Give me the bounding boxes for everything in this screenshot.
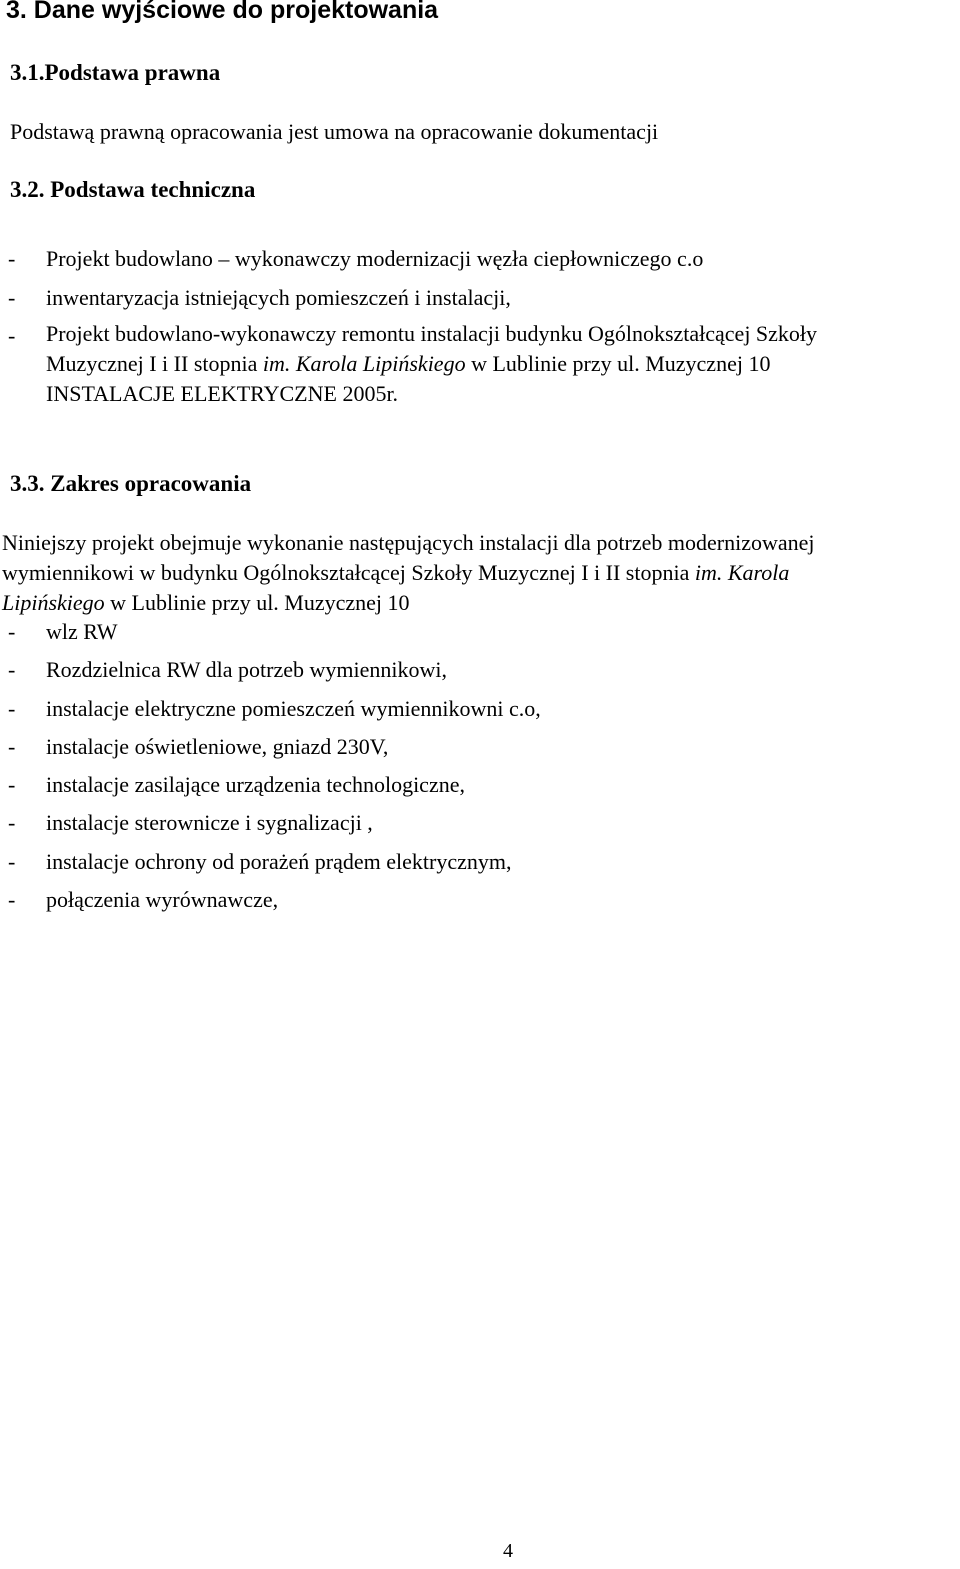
list-item: instalacje zasilające urządzenia technologiczne, [46, 772, 465, 797]
italic-name: im. Karola [694, 560, 790, 585]
subsection-title-scope: 3.3. Zakres opracowania [10, 471, 252, 496]
list-item: wlz RW [46, 619, 118, 644]
list-item: instalacje elektryczne pomieszczeń wymiennikowni c.o, [46, 696, 541, 721]
list-bullet: - [8, 246, 16, 271]
list-item-line [46, 349, 951, 379]
text-run: w Lublinie przy ul. Muzycznej 10 [104, 590, 410, 615]
list-item: instalacje ochrony od porażeń prądem elektrycznym, [46, 849, 512, 874]
list-item-multiline [46, 319, 951, 409]
list-bullet: - [8, 810, 16, 835]
list-bullet: - [8, 696, 16, 721]
paragraph-line [2, 558, 957, 588]
scope-paragraph [2, 528, 957, 618]
list-bullet: - [8, 657, 16, 682]
list-bullet: - [8, 285, 16, 310]
list-bullet: - [8, 323, 16, 348]
page-number: 4 [503, 1540, 513, 1562]
list-item: połączenia wyrównawcze, [46, 887, 279, 912]
text-run: w Lublinie przy ul. Muzycznej 10 [465, 351, 771, 376]
list-item: Projekt budowlano – wykonawczy modernizacji węzła ciepłowniczego c.o [46, 246, 704, 271]
list-bullet: - [8, 772, 16, 797]
italic-name: im. Karola Lipińskiego [262, 351, 466, 376]
subsection-title-legal-basis: 3.1.Podstawa prawna [10, 60, 221, 85]
section-heading: 3. Dane wyjściowe do projektowania [6, 0, 439, 24]
list-bullet: - [8, 887, 16, 912]
subsection-title-technical-basis: 3.2. Podstawa techniczna [10, 177, 256, 202]
list-item: Rozdzielnica RW dla potrzeb wymiennikowi, [46, 657, 447, 682]
paragraph-line: Niniejszy projekt obejmuje wykonanie następujących instalacji dla potrzeb modernizowanej [2, 530, 815, 555]
text-run: Muzycznej I i II stopnia [46, 351, 263, 376]
list-bullet: - [8, 849, 16, 874]
list-bullet: - [8, 734, 16, 759]
list-bullet: - [8, 619, 16, 644]
text-run: wymiennikowi w budynku Ogólnokształcącej Szkoły Muzycznej I i II stopnia [2, 560, 695, 585]
legal-basis-text: Podstawą prawną opracowania jest umowa na opracowanie dokumentacji [10, 119, 659, 144]
list-item: inwentaryzacja istniejących pomieszczeń i instalacji, [46, 285, 511, 310]
list-item: instalacje sterownicze i sygnalizacji , [46, 810, 373, 835]
list-item-line: INSTALACJE ELEKTRYCZNE 2005r. [46, 381, 399, 406]
italic-name: Lipińskiego [2, 590, 105, 615]
list-item-line: Projekt budowlano-wykonawczy remontu instalacji budynku Ogólnokształcącej Szkoły [46, 321, 818, 346]
paragraph-line [2, 588, 957, 618]
list-item: instalacje oświetleniowe, gniazd 230V, [46, 734, 389, 759]
